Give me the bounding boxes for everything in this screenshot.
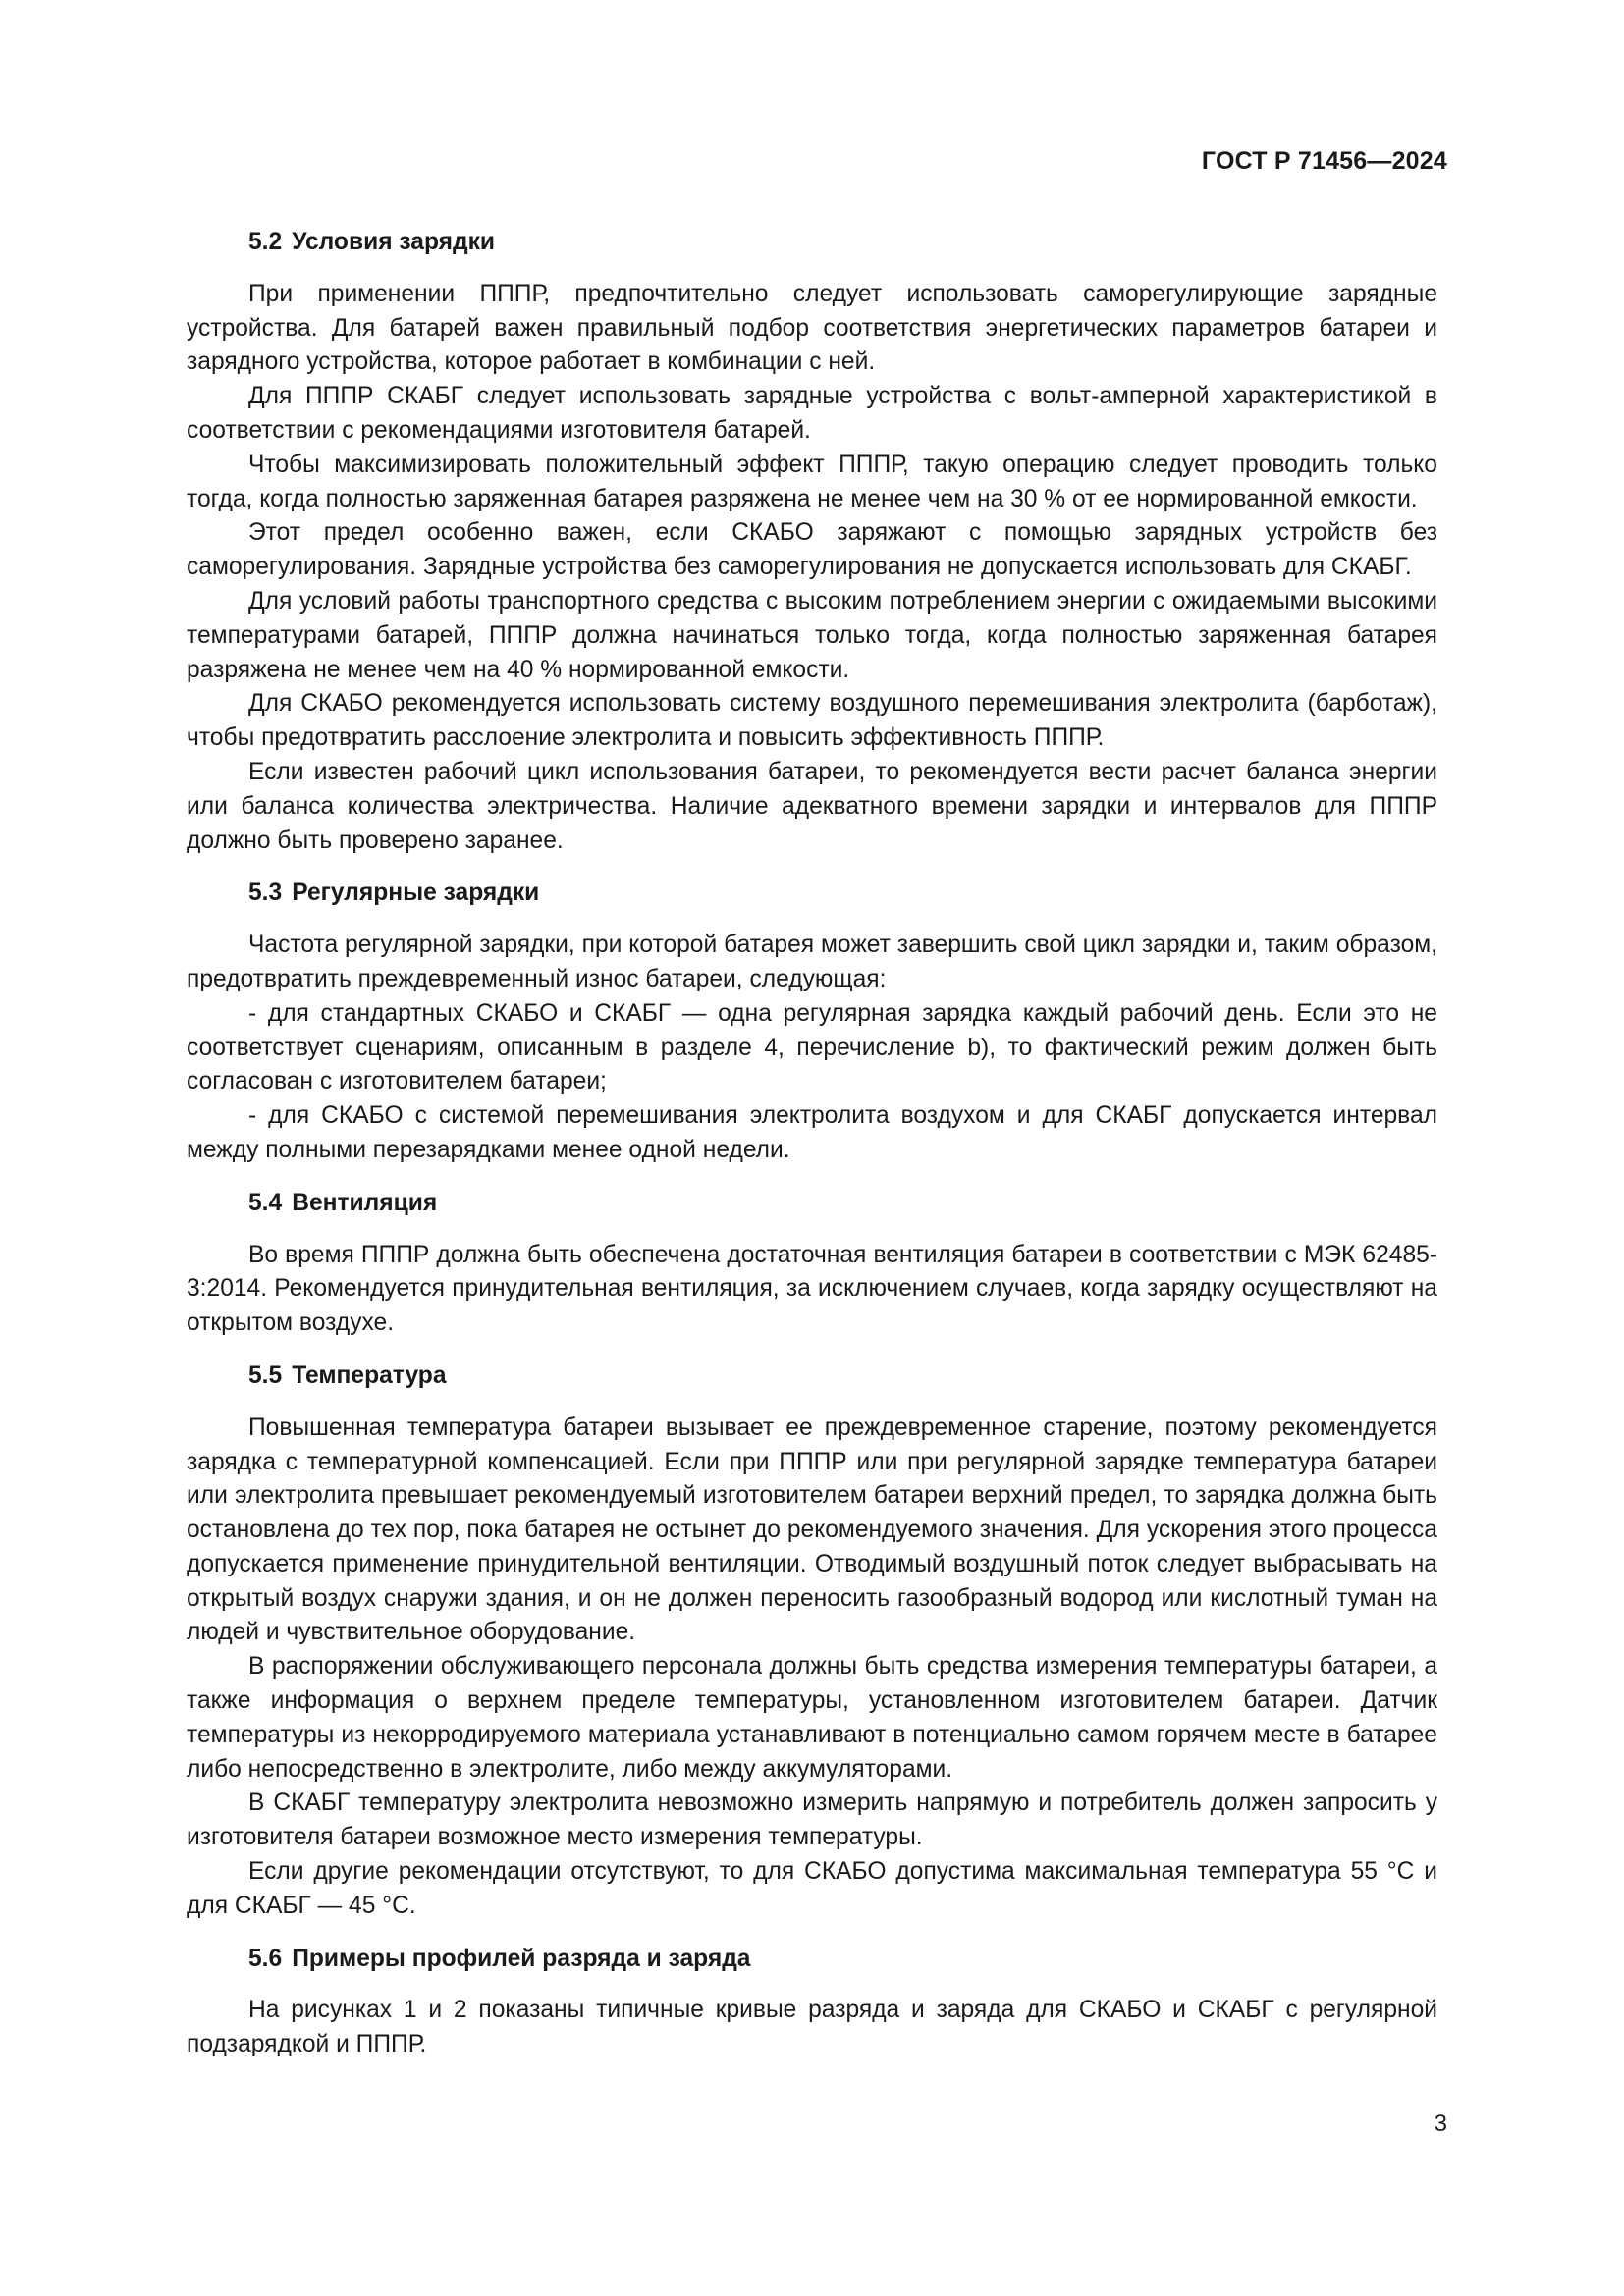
paragraph bbox=[187, 278, 1437, 380]
section-number: 5.6 bbox=[248, 1945, 283, 1972]
section-heading bbox=[187, 1360, 1437, 1394]
paragraph-text: Повышенная температура батареи вызывает ее преждевременное старение, поэтому рекомендуется зарядка с температурной компенсацией. Если при ПППР или при регулярной зарядке температура батареи или электролита превышает рекомендуемый изготовителем батареи верхний предел, то зарядка должна быть остановлена до тех пор, пока батарея не остынет до рекомендуемого значения. Для ускорения этого процесса допускается применение принудительной вентиляции. Отводимый воздушный поток следует выбрасывать на открытый воздух снаружи здания, и он не должен переносить газообразный водород или кислотный туман на людей и чувствительное оборудование. bbox=[187, 1414, 1437, 1646]
section-number: 5.2 bbox=[248, 229, 283, 255]
paragraph bbox=[187, 687, 1437, 756]
paragraph-text: При применении ПППР, предпочтительно следует использовать саморегулирующие зарядные устройства. Для батарей важен правильный подбор соответствия энергетических параметров батареи и зарядного устройства, которое работает в комбинации с ней. bbox=[187, 280, 1437, 376]
paragraph-text: Чтобы максимизировать положительный эффект ПППР, такую операцию следует проводить только тогда, когда полностью заряженная батарея разряжена не менее чем на 30 % от ее нормированной емкости. bbox=[187, 451, 1437, 512]
paragraph-text: В СКАБГ температуру электролита невозможно измерить напрямую и потребитель должен запросить у изготовителя батареи возможное место измерения температуры. bbox=[187, 1789, 1437, 1851]
paragraph bbox=[187, 516, 1437, 585]
paragraph-text: Для условий работы транспортного средства с высоким потреблением энергии с ожидаемыми высокими температурами батарей, ПППР должна начинаться только тогда, когда полностью заряженная батарея разряжена не менее чем на 40 % нормированной емкости. bbox=[187, 587, 1437, 683]
section-title: Условия зарядки bbox=[292, 229, 496, 255]
section-title: Температура bbox=[292, 1362, 447, 1389]
paragraph bbox=[187, 1994, 1437, 2062]
paragraph bbox=[187, 1412, 1437, 1651]
paragraph bbox=[187, 756, 1437, 858]
page-number: 3 bbox=[1434, 2110, 1447, 2137]
paragraph-text: Частота регулярной зарядки, при которой батарея может завершить свой цикл зарядки и, таким образом, предотвратить преждевременный износ батареи, следующая: bbox=[187, 932, 1437, 992]
paragraph bbox=[187, 449, 1437, 517]
section-heading bbox=[187, 1187, 1437, 1221]
list-item bbox=[187, 1099, 1437, 1168]
paragraph bbox=[187, 1855, 1437, 1924]
list-item bbox=[187, 997, 1437, 1099]
paragraph-text: - для СКАБО с системой перемешивания электролита воздухом и для СКАБГ допускается интервал между полными перезарядками менее одной недели. bbox=[187, 1102, 1437, 1163]
section-number: 5.4 bbox=[248, 1189, 283, 1216]
paragraph-text: Если известен рабочий цикл использования батареи, то рекомендуется вести расчет баланса энергии или баланса количества электричества. Наличие адекватного времени зарядки и интервалов для ПППР должно быть проверено заранее. bbox=[187, 758, 1437, 854]
section-title: Регулярные зарядки bbox=[292, 880, 540, 907]
paragraph bbox=[187, 1787, 1437, 1855]
paragraph-text: Для ПППР СКАБГ следует использовать зарядные устройства с вольт-амперной характеристикой в соответствии с рекомендациями изготовителя батарей. bbox=[187, 383, 1437, 444]
section-heading bbox=[187, 877, 1437, 911]
document-body bbox=[187, 226, 1437, 2062]
section-heading bbox=[187, 226, 1437, 260]
paragraph-text: Этот предел особенно важен, если СКАБО заряжают с помощью зарядных устройств без саморегулирования. Зарядные устройства без саморегулирования не допускается использовать для СКАБГ. bbox=[187, 519, 1437, 581]
section-title: Примеры профилей разряда и заряда bbox=[292, 1945, 751, 1972]
paragraph bbox=[187, 380, 1437, 449]
paragraph bbox=[187, 1239, 1437, 1341]
document-header: ГОСТ Р 71456—2024 bbox=[1201, 147, 1447, 175]
paragraph-text: В распоряжении обслуживающего персонала должны быть средства измерения температуры батареи, а также информация о верхнем пределе температуры, установленном изготовителем батареи. Датчик температуры из некорродируемого материала устанавливают в потенциально самом горячем месте в батарее либо непосредственно в электролите, либо между аккумуляторами. bbox=[187, 1653, 1437, 1783]
paragraph-text: Если другие рекомендации отсутствуют, то для СКАБО допустима максимальная температура 55 °С и для СКАБГ — 45 °С. bbox=[187, 1858, 1437, 1919]
paragraph bbox=[187, 585, 1437, 687]
paragraph bbox=[187, 1650, 1437, 1787]
paragraph-text: Для СКАБО рекомендуется использовать систему воздушного перемешивания электролита (барботаж), чтобы предотвратить расслоение электролита и повысить эффективность ПППР. bbox=[187, 690, 1437, 752]
section-number: 5.5 bbox=[248, 1362, 283, 1389]
section-title: Вентиляция bbox=[292, 1189, 438, 1216]
section-heading bbox=[187, 1943, 1437, 1977]
section-number: 5.3 bbox=[248, 880, 283, 907]
paragraph-text: - для стандартных СКАБО и СКАБГ — одна регулярная зарядка каждый рабочий день. Если это не соответствует сценариям, описанным в разделе 4, перечисление b), то фактический режим должен быть согласован с изготовителем батареи; bbox=[187, 999, 1437, 1095]
paragraph-text: Во время ПППР должна быть обеспечена достаточная вентиляция батареи в соответствии с МЭК 62485-3:2014. Рекомендуется принудительная вентиляция, за исключением случаев, когда зарядку осуществляют на открытом воздухе. bbox=[187, 1241, 1437, 1337]
paragraph bbox=[187, 929, 1437, 997]
paragraph-text: На рисунках 1 и 2 показаны типичные кривые разряда и заряда для СКАБО и СКАБГ с регулярной подзарядкой и ПППР. bbox=[187, 1997, 1437, 2058]
